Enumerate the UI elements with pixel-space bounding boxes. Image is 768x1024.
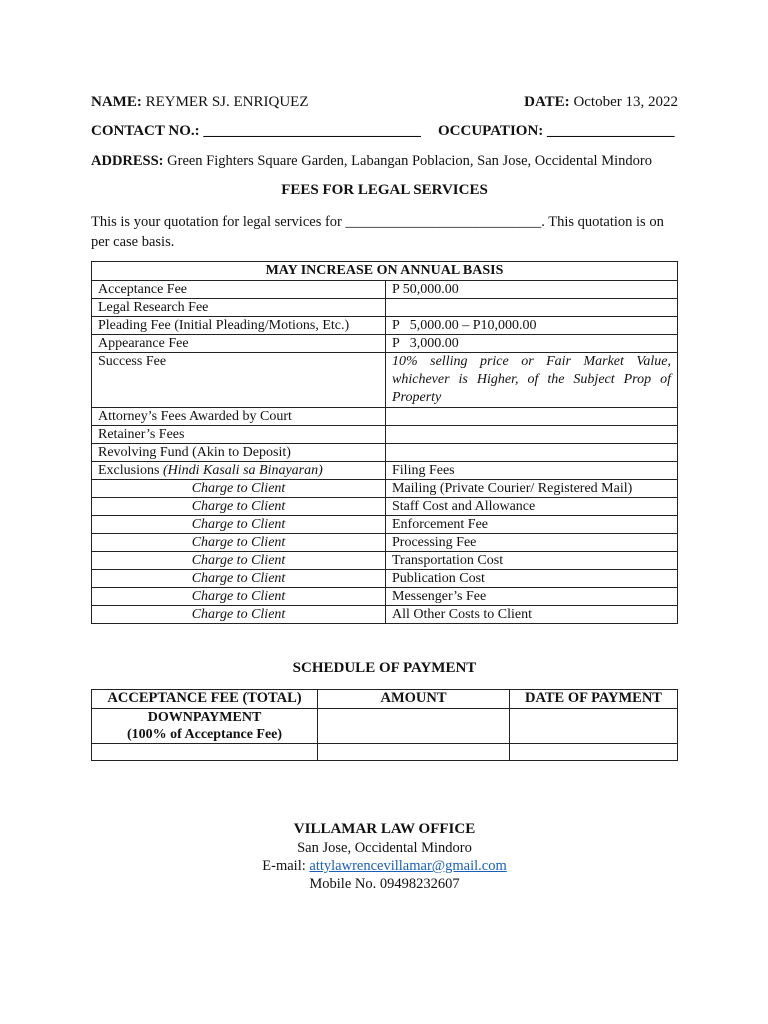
fee-name: [92, 462, 386, 480]
office-location: San Jose, Occidental Mindoro: [297, 840, 472, 856]
fee-name-note: (Hindi Kasali sa Binayaran): [162, 463, 323, 478]
empty-cell[interactable]: [510, 744, 678, 761]
fees-heading: FEES FOR LEGAL SERVICES: [281, 182, 488, 198]
fees-row: [92, 281, 678, 299]
fees-row: [92, 426, 678, 444]
empty-cell[interactable]: [92, 744, 318, 761]
address-value: Green Fighters Square Garden, Labangan Poblacion, San Jose, Occidental Mindoro: [167, 153, 652, 169]
contact-blank[interactable]: _____________________________: [203, 123, 421, 139]
fee-value: Messenger’s Fee: [386, 588, 678, 606]
schedule-row-empty: [92, 744, 678, 761]
fee-value: [386, 426, 678, 444]
downpayment-note: (100% of Acceptance Fee): [126, 727, 283, 742]
email-label: E-mail:: [262, 858, 306, 874]
fee-name: Charge to Client: [92, 570, 386, 588]
fee-name: Success Fee: [92, 353, 386, 408]
fees-table-header: MAY INCREASE ON ANNUAL BASIS: [92, 262, 678, 281]
address-label: ADDRESS:: [91, 153, 164, 169]
fees-row: [92, 353, 678, 408]
fee-value: P 3,000.00: [386, 335, 678, 353]
fee-name: Charge to Client: [92, 534, 386, 552]
fees-row: [92, 480, 678, 498]
fees-row: [92, 552, 678, 570]
schedule-col-acceptance: ACCEPTANCE FEE (TOTAL): [92, 690, 318, 709]
fee-name: Legal Research Fee: [92, 299, 386, 317]
intro-paragraph: [91, 212, 678, 252]
office-mobile: Mobile No. 09498232607: [309, 876, 460, 892]
schedule-col-amount: AMOUNT: [318, 690, 510, 709]
fees-row: [92, 498, 678, 516]
date-value: October 13, 2022: [573, 94, 678, 110]
fees-row: [92, 462, 678, 480]
contact-occupation-row: [91, 122, 678, 140]
downpayment-date-cell[interactable]: [510, 709, 678, 744]
fee-name: Charge to Client: [92, 480, 386, 498]
fee-value: P 5,000.00 – P10,000.00: [386, 317, 678, 335]
date-label: DATE:: [524, 94, 570, 110]
fee-name: Acceptance Fee: [92, 281, 386, 299]
downpayment-label: DOWNPAYMENT: [147, 710, 262, 725]
fee-name: Pleading Fee (Initial Pleading/Motions, Etc.): [92, 317, 386, 335]
fee-value: Transportation Cost: [386, 552, 678, 570]
office-name: VILLAMAR LAW OFFICE: [293, 821, 476, 837]
occupation-blank[interactable]: _________________: [547, 123, 675, 139]
fee-name: Attorney’s Fees Awarded by Court: [92, 408, 386, 426]
fee-name: Charge to Client: [92, 606, 386, 624]
fee-value: Filing Fees: [386, 462, 678, 480]
fees-row: [92, 444, 678, 462]
fee-value: [386, 408, 678, 426]
fee-name: Charge to Client: [92, 516, 386, 534]
office-email-line: [91, 857, 678, 875]
fee-value: [386, 299, 678, 317]
fee-value: Enforcement Fee: [386, 516, 678, 534]
address-row: [91, 152, 678, 170]
fees-row: [92, 588, 678, 606]
fees-row: [92, 299, 678, 317]
fee-value: Processing Fee: [386, 534, 678, 552]
occupation-label: OCCUPATION:: [438, 123, 544, 139]
contact-label: CONTACT NO.:: [91, 123, 200, 139]
empty-cell[interactable]: [318, 744, 510, 761]
fee-value: 10% selling price or Fair Market Value, whichever is Higher, of the Subject Prop of Property: [386, 353, 678, 408]
fees-row: [92, 335, 678, 353]
fee-value: [386, 444, 678, 462]
fees-row: [92, 516, 678, 534]
downpayment-cell: [92, 709, 318, 744]
fees-table-body: [92, 281, 678, 624]
name-date-row: [91, 93, 678, 111]
schedule-col-date: DATE OF PAYMENT: [510, 690, 678, 709]
fee-value: All Other Costs to Client: [386, 606, 678, 624]
schedule-row-downpayment: [92, 709, 678, 744]
fee-name-text: Exclusions: [98, 463, 160, 478]
fees-row: [92, 408, 678, 426]
fee-name: Retainer’s Fees: [92, 426, 386, 444]
fee-value: Staff Cost and Allowance: [386, 498, 678, 516]
intro-line-2: per case basis.: [91, 234, 175, 250]
fee-value: Publication Cost: [386, 570, 678, 588]
fee-name: Revolving Fund (Akin to Deposit): [92, 444, 386, 462]
downpayment-amount-cell[interactable]: [318, 709, 510, 744]
fees-table: [91, 261, 678, 624]
fees-row: [92, 570, 678, 588]
occupation-block: [438, 122, 675, 140]
fees-row: [92, 534, 678, 552]
name-label: NAME:: [91, 94, 142, 110]
fee-name: Charge to Client: [92, 552, 386, 570]
fee-value: Mailing (Private Courier/ Registered Mail): [386, 480, 678, 498]
schedule-heading: SCHEDULE OF PAYMENT: [292, 660, 477, 676]
name-value: REYMER SJ. ENRIQUEZ: [145, 94, 309, 110]
fee-name: Charge to Client: [92, 588, 386, 606]
date-block: [524, 93, 678, 111]
fees-row: [92, 606, 678, 624]
email-link[interactable]: attylawrencevillamar@gmail.com: [309, 858, 507, 874]
fee-name: Charge to Client: [92, 498, 386, 516]
intro-line-1: This is your quotation for legal services for ___________________________. This quotation is on: [91, 214, 664, 230]
fees-row: [92, 317, 678, 335]
fee-name: Appearance Fee: [92, 335, 386, 353]
schedule-table: [91, 689, 678, 761]
fee-value: P 50,000.00: [386, 281, 678, 299]
